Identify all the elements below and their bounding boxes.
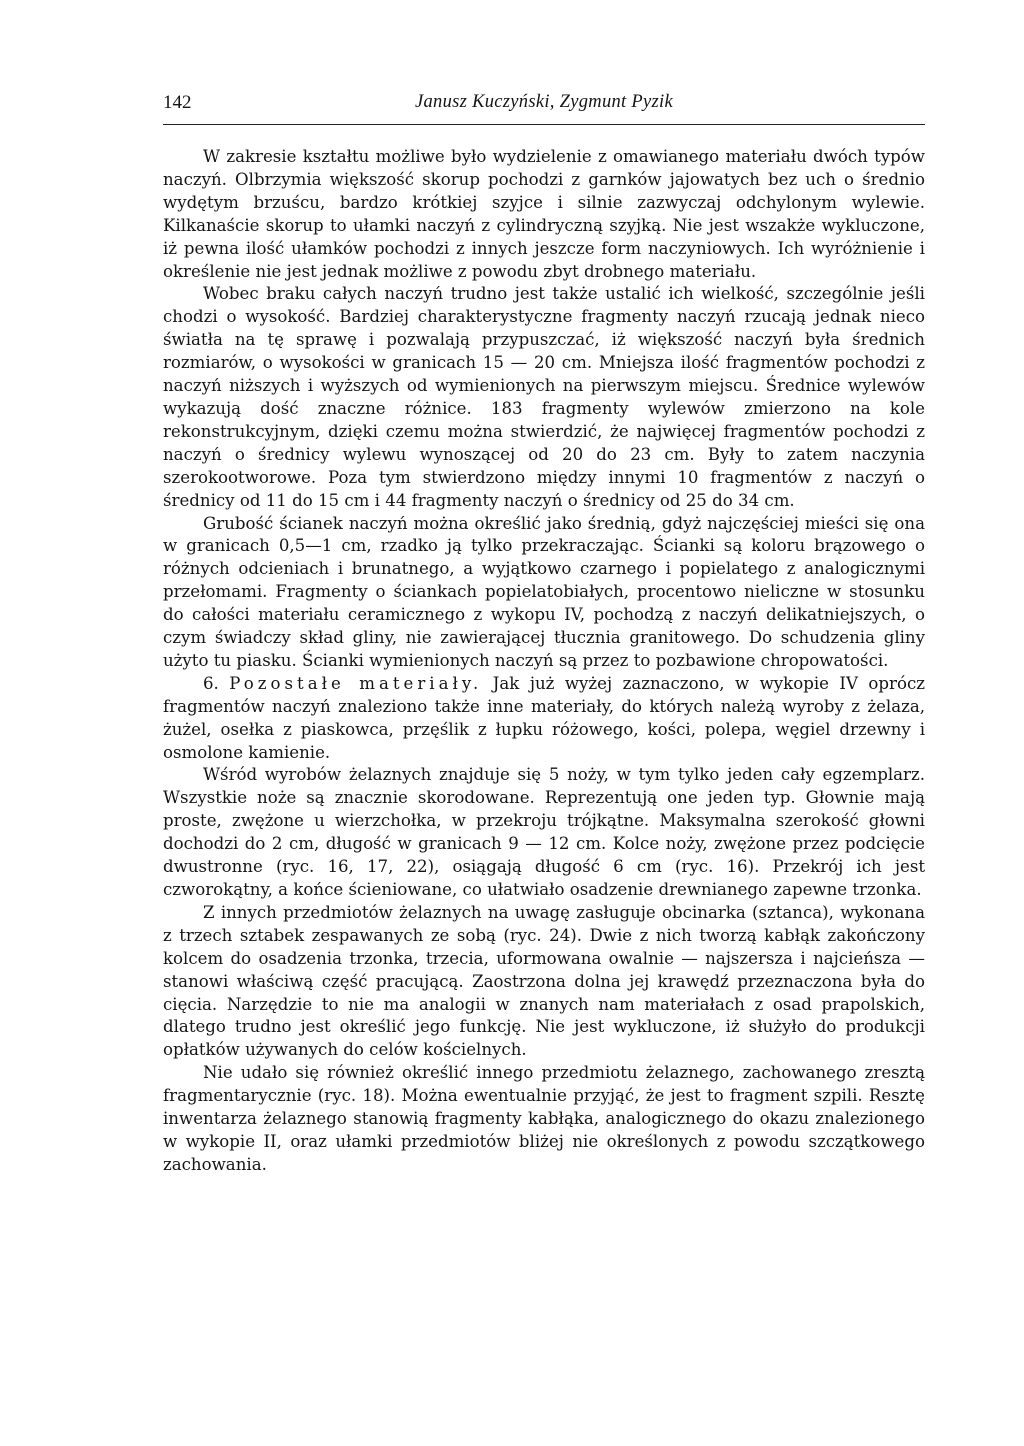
paragraph: Grubość ścianek naczyń można określić jako średnią, gdyż najczęściej mieści się ona w granicach 0,5—1 cm, rzadko ją tylko przekraczając. Ścianki są koloru brązowego o różnych odcieniach i brunatnego, a wyjątkowo czarnego i popielatego z analogicznymi przełomami. Fragmenty o ściankach popielatobiałych, procentowo nieliczne w stosunku do całości materiału ceramicznego z wykopu IV, pochodzą z naczyń delikatniejszych, o czym świadczy skład gliny, nie zawierającej tłucznia granitowego. Do schudzenia gliny użyto tu piasku. Ścianki wymienionych naczyń są przez to pozbawione chropowatości. <box>163 513 925 670</box>
section-6-paragraph <box>163 673 925 765</box>
paragraph: Z innych przedmiotów żelaznych na uwagę zasługuje obcinarka (sztanca), wykonana z trzech sztabek zespawanych ze sobą (ryc. 24). Dwie z nich tworzą kabłąk zakończony kolcem do osadzenia trzonka, trzecia, uformowana owalnie — najszersza i najcieńsza — stanowi właściwą część pracującą. Zaostrzona dolna jej krawędź przeznaczona była do cięcia. Narzędzie to nie ma analogii w znanych nam materiałach z osad prapolskich, dlatego trudno jest określić jego funkcję. Nie jest wykluczone, iż służyło do produkcji opłatków używanych do celów kościelnych. <box>163 902 925 1060</box>
paragraph: W zakresie kształtu możliwe było wydzielenie z omawianego materiału dwóch typów naczyń. Olbrzymia większość skorup pochodzi z garnków jajowatych bez uch o średnio wydętym brzuścu, bardzo krótkiej szyjce i silnie zazwyczaj odchylonym wylewie. Kilkanaście skorup to ułamki naczyń z cylindryczną szyjką. Nie jest wszakże wykluczone, iż pewna ilość ułamków pochodzi z innych jeszcze form naczyniowych. Ich wyróżnienie i określenie nie jest jednak możliwe z powodu zbyt drobnego materiału. <box>163 147 925 281</box>
page-header <box>163 90 925 125</box>
body-text <box>163 146 925 1177</box>
section-heading: Pozostałe materiały. <box>229 673 483 693</box>
paragraph: Wśród wyrobów żelaznych znajduje się 5 noży, w tym tylko jeden cały egzemplarz. Wszystkie noże są znacznie skorodowane. Reprezentują one jeden typ. Głownie mają proste, zwężone u wierzchołka, w przekroju trójkątne. Maksymalna szerokość głowni dochodzi do 2 cm, długość w granicach 9 — 12 cm. Kolce noży, zwężone przez podcięcie dwustronne (ryc. 16, 17, 22), osiągają długość 6 cm (ryc. 16). Przekrój ich jest czworokątny, a końce ścieniowane, co ułatwiało osadzenie drewnianego zapewne trzonka. <box>163 765 925 899</box>
section-number: 6. <box>203 673 219 693</box>
section-text: Jak już wyżej zaznaczono, w wykopie IV oprócz fragmentów naczyń znaleziono także inne materiały, do których należą wyroby z żelaza, żużel, osełka z piaskowca, przęślik z łupku różowego, kości, polepa, węgiel drzewny i osmolone kamienie. <box>163 673 925 762</box>
paragraph: Wobec braku całych naczyń trudno jest także ustalić ich wielkość, szczególnie jeśli chodzi o wysokość. Bardziej charakterystyczne fragmenty naczyń rzucają jednak nieco światła na tę sprawę i pozwalają przypuszczać, iż większość naczyń była średnich rozmiarów, o wysokości w granicach 15 — 20 cm. Mniejsza ilość fragmentów pochodzi z naczyń niższych i wyższych od wymienionych na pierwszym miejscu. Średnice wylewów wykazują dość znaczne różnice. 183 fragmenty wylewów zmierzono na kole rekonstrukcyjnym, dzięki czemu można stwierdzić, że najwięcej fragmentów pochodzi z naczyń o średnicy wylewu wynoszącej od 20 do 23 cm. Były to zatem naczynia szerokootworowe. Poza tym stwierdzono między innymi 10 fragmentów z naczyń o średnicy od 11 do 15 cm i 44 fragmenty naczyń o średnicy od 25 do 34 cm. <box>163 284 925 510</box>
running-head: Janusz Kuczyński, Zygmunt Pyzik <box>415 92 673 112</box>
page-number: 142 <box>163 92 192 113</box>
paragraph: Nie udało się również określić innego przedmiotu żelaznego, zachowanego zresztą fragmentarycznie (ryc. 18). Można ewentualnie przyjąć, że jest to fragment szpili. Resztę inwentarza żelaznego stanowią fragmenty kabłąka, analogicznego do okazu znalezionego w wykopie II, oraz ułamki przedmiotów bliżej nie określonych z powodu szczątkowego zachowania. <box>163 1063 925 1174</box>
